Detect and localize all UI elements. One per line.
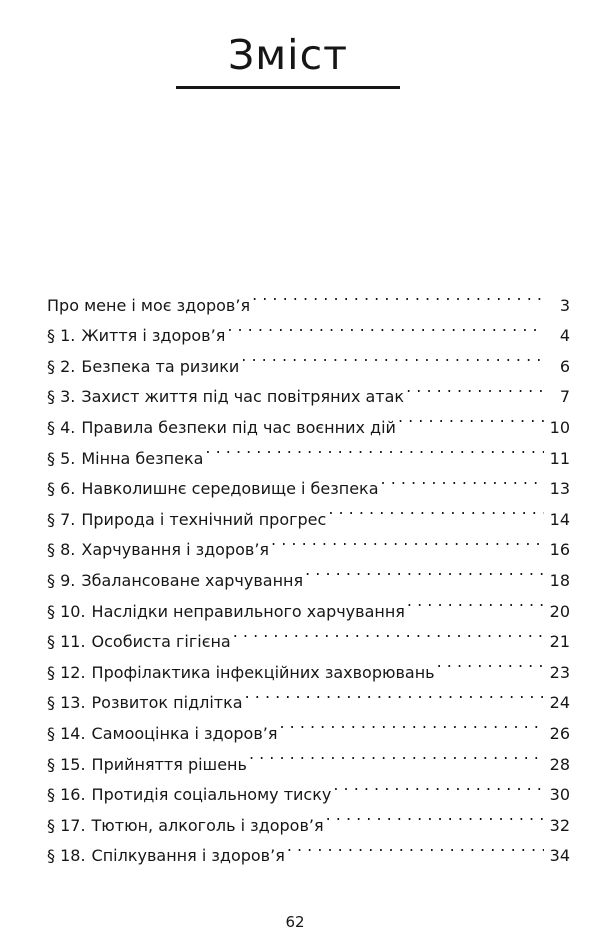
toc-entry-page: 18	[549, 570, 570, 590]
toc-dot-leader	[398, 402, 544, 433]
toc-entry-number: § 17.	[47, 815, 86, 835]
toc-entry-page: 23	[549, 662, 570, 682]
toc-entry-page: 21	[549, 632, 570, 652]
toc-entry-title	[47, 750, 247, 781]
toc-entry-page: 7	[559, 387, 570, 407]
table-of-contents	[47, 280, 570, 866]
toc-entry-number: § 18.	[47, 846, 86, 866]
toc-entry-number: § 2.	[47, 356, 76, 376]
toc-entry-label: Спілкування і здоров’я	[91, 846, 285, 866]
toc-entry-number: § 12.	[47, 662, 86, 682]
toc-dot-leader	[205, 433, 544, 464]
toc-dot-leader	[245, 678, 544, 709]
toc-entry-number: § 14.	[47, 723, 86, 743]
toc-entry-title	[47, 321, 225, 352]
toc-entry-title	[47, 382, 404, 413]
toc-entry-title	[47, 719, 277, 750]
toc-dot-leader	[406, 372, 544, 403]
toc-entry-page: 16	[549, 540, 570, 560]
toc-entry-number: § 9.	[47, 570, 76, 590]
toc-dot-leader	[381, 464, 544, 495]
toc-dot-leader	[249, 739, 544, 770]
toc-dot-leader	[233, 617, 544, 648]
toc-entry-title	[47, 566, 303, 597]
toc-entry-number: § 1.	[47, 326, 76, 346]
toc-entry-label: Самооцінка і здоров’я	[91, 723, 278, 743]
toc-entry-label: Розвиток підлітка	[91, 693, 243, 713]
toc-entry-label: Життя і здоров’я	[81, 326, 226, 346]
toc-entry-page: 32	[549, 815, 570, 835]
toc-dot-leader	[328, 494, 544, 525]
toc-entry-label: Природа і технічний прогрес	[81, 509, 327, 529]
toc-dot-leader	[287, 831, 544, 862]
title-underline	[176, 86, 400, 89]
toc-entry-number: § 15.	[47, 754, 86, 774]
toc-entry-title	[47, 291, 250, 322]
toc-entry-label: Прийняття рішень	[91, 754, 247, 774]
toc-entry-title	[47, 444, 203, 475]
toc-entry-number: § 4.	[47, 417, 76, 437]
toc-entry-label: Тютюн, алкоголь і здоров’я	[91, 815, 324, 835]
toc-entry-page: 20	[549, 601, 570, 621]
toc-entry-label: Збалансоване харчування	[81, 570, 304, 590]
toc-entry-page: 3	[559, 295, 570, 315]
toc-entry-label: Захист життя під час повітряних атак	[81, 387, 405, 407]
toc-dot-leader	[326, 800, 544, 831]
toc-dot-leader	[271, 525, 544, 556]
toc-dot-leader	[305, 555, 544, 586]
toc-entry-label: Харчування і здоров’я	[81, 540, 270, 560]
toc-entry-number: § 6.	[47, 479, 76, 499]
toc-entry-title	[47, 352, 239, 383]
toc-dot-leader	[437, 647, 544, 678]
page-number: 62	[285, 913, 305, 931]
toc-entry-page: 11	[549, 448, 570, 468]
toc-dot-leader	[333, 770, 544, 801]
toc-entry-label: Правила безпеки під час воєнних дій	[81, 417, 396, 437]
toc-entry-page: 34	[549, 846, 570, 866]
toc-entry-label: Навколишнє середовище і безпека	[81, 479, 379, 499]
toc-entry-page: 30	[549, 785, 570, 805]
toc-entry-page: 24	[549, 693, 570, 713]
toc-entry-page: 14	[549, 509, 570, 529]
toc-entry-label: Профілактика інфекційних захворювань	[91, 662, 435, 682]
toc-entry-number: § 11.	[47, 632, 86, 652]
toc-entry-page: 13	[549, 479, 570, 499]
toc-entry-title	[47, 811, 324, 842]
toc-entry-number: § 7.	[47, 509, 76, 529]
toc-entry-number: § 8.	[47, 540, 76, 560]
toc-entry-number: § 5.	[47, 448, 76, 468]
toc-entry-number: § 16.	[47, 785, 86, 805]
toc-entry-number: § 10.	[47, 601, 86, 621]
toc-entry-title	[47, 627, 231, 658]
toc-entry-label: Наслідки неправильного харчування	[91, 601, 405, 621]
toc-dot-leader	[407, 586, 544, 617]
page-title: Зміст	[227, 31, 349, 79]
toc-entry-number: § 3.	[47, 387, 76, 407]
toc-entry-title	[47, 535, 269, 566]
toc-entry-label: Протидія соціальному тиску	[91, 785, 332, 805]
toc-dot-leader	[241, 341, 544, 372]
toc-entry-title	[47, 841, 285, 872]
toc-entry[interactable]	[47, 280, 570, 315]
toc-dot-leader	[279, 708, 544, 739]
toc-dot-leader	[252, 280, 544, 311]
toc-entry-label: Про мене і моє здоров’я	[47, 295, 251, 315]
toc-dot-leader	[227, 311, 544, 342]
toc-entry-page: 4	[559, 326, 570, 346]
toc-entry-label: Особиста гігієна	[91, 632, 231, 652]
toc-entry-page: 10	[549, 417, 570, 437]
toc-entry-page: 28	[549, 754, 570, 774]
toc-entry-label: Мінна безпека	[81, 448, 204, 468]
toc-entry-page: 6	[559, 356, 570, 376]
toc-entry-number: § 13.	[47, 693, 86, 713]
toc-entry-label: Безпека та ризики	[81, 356, 240, 376]
toc-entry-title	[47, 780, 331, 811]
toc-entry-page: 26	[549, 723, 570, 743]
toc-entry-title	[47, 688, 243, 719]
